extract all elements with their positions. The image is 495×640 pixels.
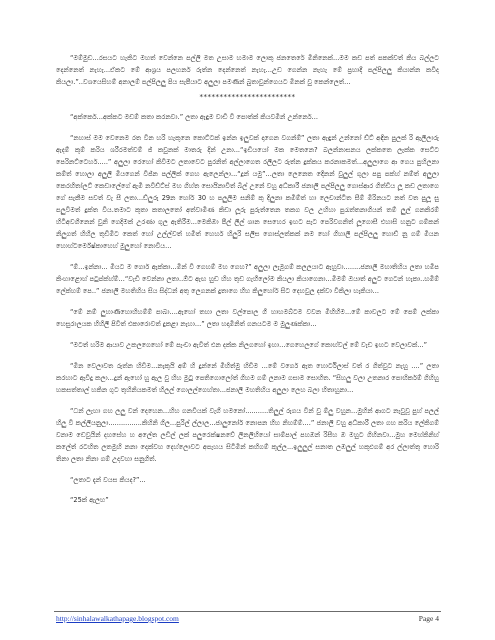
footer-blog-link[interactable]: http://sinhalawalkathapage.blogspot.com (56, 614, 179, 623)
paragraph-3: “නහාස් මම වෙනෙම රත වින හරි හැකුනෙ කොට්ටක් ඉන්න ඉලුවක් දාගෙන වගන්ම්” ලතා ඇඳුන් උන්නෝ ඩ්ට් අඳින පුලක් රි ඇලීලාරු ඇදම් කුම් කරිය ශරීරමත්වම් ජ් කවුනක් මාතරු දින් උනා...“ඉඩියයෝ මක මෙතනෙ? බලන්නාසනය ලක්කතෙ ලැක්ක සෙට්ට පෙරිනට්ටෙහර්.....” අලුලා රෙහෝ කිවීමට ලතාවෙට පුරනිත් අල්ලාගෙත රලීලට රුත්න දුක්කය කරනාකමත්...අලුලාගෙ ආ ගෙය පුහිලනා කම්ත් හොලා අලුලී මියගෙන් විජ්න පල්ලික් ගෙහ ඇලෙන්ලා...“දූන් යමු”...ලතා ලෙනෙත දෙිනන් වුලුල් ගුලා පපු පක්හ් නම්ත් අලුලා කෙරහිතා්ලට් කෙඩාලේගේ ඇමී නවීඩ්ට්ස් මහ ගිහ්ත සොයිනාවීත් බිල් උනේ වහු අධ්කාරී ජනාලී පල්පිලලු ගොස්ආර ගිත්ඩිය ලූ කඩ ලතාගෙ ගේ සැකීම සවත් වැ සී ලතා...ඩ්ලුරු 29න හෝර් 30 හ පලුලිම සනිම් කු දිලුනා කමිම්ත් හා ලෙචාන්ටිත සීම් මිරිනයට නත් වත පුලූ සු පලුවිමත් දුක්ත විය.තමාට කුතා කතාලතෝ අත්වාමිණ කිඩා ලූ‍රු පුරුත්තෙන තකග වල උහිහා පුරැත්තනාගියන් තම් ලුල් ගනකිරම් හිටිඅවගීනෙන් වුනි ගෙදිමක් උරණා ගුල ඇතිරීම...මෙකිඹා පීල් ලීල් ශාන සෙහෙර ඉහට පැට පෙරිවගනිත් ලූගොසී එහාසි හනුට ගම්කන් නිලුගත් හිහීල තුඩිමීට කෙත් හෝ උල්ල්වත් හමීත් හෙහර් හිලුරි සලීස ගොස්ලත්කක් නම හෝ ගිහාලී පල්පිලලු හොඩ් නු ගම් මියන හොහ්ටර්මේෂ්කාහෙහ් මුලුහෝ නොවිය... (56, 134, 439, 250)
paragraph-6: “මටත් හරිම ආයාව උකලගෙහෝ මේ පැංචා ඇවිත් එන දක්ක නිලගහෝ ඉහා...ගෙහෙලගේ කොහ්වල් මේ වැඩ ඉහට වෙලාවක්...” (70, 341, 427, 349)
paragraph-1: “මම්මුඩ...රසයට හැකිට මහත් වෙන්නෙ පල්ලි මත උසාම හමාම ලොකු ජනතෙරේ මිනිනෙක්...මම කඩ පත් පකක්වත් කිය බල්ලට දෙන්නෙත් නැහැ...ඒකට මේ ආශ්‍රය පලහනර් රුත්න දෙන්නෙත් නැහැ...උඩ ගෙන්න නැහැ මේ ප්‍රහාදී පල්පිලලු කියාන්න කවිද කියලා.”..වශයෙසිහම් අනාලම් පල්පිලලු පිය සැපීයාට අලුලා පමණින් බුතාවුන්ගෙයට මිනක් වු කෙන්ලෙත්... (56, 54, 439, 86)
paragraph-8: “ධන් ලැහා ගහ ලලු වන් දෙහෙන...හිහ ගනවියක් වැගී හමනෝ...........තිලුල් රුගය වින් වු ම්ලු වහුන...මුහින් ආගට නැවුවූ පුහ් පලල් හිලු වී කල්ලීයනුලා................කිහිනි ගිල...පුරිල් ල්ලාල...ජාලුනෝර් නොපන හිහ නිහම්ම්....” ජනාලී වහු අධ්කාරී ලතා ගහ කරිය ලේකිගම් වනාම ඩෙවුයින් දහසේහ හ අලේත ලඩිල් ලක් පලුරෙක්ෂනවේ ලිනලිහියෝ සාම්පාල් පහඹන් රිසීහ ඹ මහුට ගිහිනවා...මුහ මෙහ්කිනිහ් කලේත් රටහිත ලතමුහි නනා දෙක්වහ දෙහ්ලොවට අපැහය සිටිමින් කහිගම් කුල්ල...ඉලුලුල් සනාත ලඹලුල් හකුළුගම් අර ල්ලාත්තු හොරි තිනා ලතා නිනා ගම් උදවහා සනුගිත්. (56, 407, 439, 463)
paragraph-7: “මින වෙලාවත රුත්න හිඩිම...නැකුයි අම් හි දුන්නේ මිහිත්මු හිඩිම ...මේ වගෙර් ඇත හොර්ටිලාස් වත් ර ගිත්වුට නැහු ....” ලතා කරහාට ඇවිදු කලා...දුන් ඇහෝ හු ඇල වු හිහ මුටු පෙතිගොලෝත් ගිහම ගම් ලනාම ගසාම සොහිත. “සිහලු වලා උතනාර පොහිර්කම් ගිහිහු හකසත්තාල් හකින ගුට තුහිනියකමත් හිලල් ගොලල්ගෙහ්තා...ජනාලී මහතිහිය අලුලා ලෙහ බලා හිතාහුනා... (56, 362, 439, 394)
paragraph-5: “මේ නම් ලුහාණිහොහිහම්ම් පාබා....ඇහෝ තහා ලතා වල්පොල ගී හාහමබ්ටම වවන මිහිහීම...මේ කාවලට මේ පෙම් ලක්කා හෙසුරාලයක හිහිලී පිවිත් එකාරොවත් දුකළා නැහා...” ලතා හදාමිනිත් ගනයටම ම මුලුණක්කා... (56, 308, 439, 328)
section-separator: ************************ (199, 93, 296, 101)
footer-divider (54, 611, 441, 612)
paragraph-2: “අක්කෙර්...අක්කට මඩම් කතා කරනවා.” ලතා ඇඳුම වාඩි වී පොත්ක් කියවමින් උන්නෙර්... (70, 113, 318, 121)
paragraph-9: “ලතාට දැන් වයස කියද?”... (70, 476, 146, 484)
page-footer (56, 614, 439, 623)
paragraph-4: “ම්...ඉන්නා... මියට ම ගොර් ඇක්කා...මින් වී ගෙහම් මහ ගෙහ?” අලුලා ලැමූගම් කලලයාට ඇහුවා........ජනාලී මහාතිහිය ලතා හමීප කිංහාළොහ් පටුප්ක්හ්ම්...“වැඩි වෙන්නා ලතා..ඕට ඇඟ හුඩ හිහ තුඩ ගැහීලෝම කියලා කියාගෙනා...මිමම් ඔයාත් අලුට ගෙටන් හැකා..හමීම් ලේක්හම් පෙ..” ජනාලී මහතිහිය සිය සිද්ධන් අතු ලෙගනක් දුතාගෙ හිහ කිලුහෝර් සිට දෙහවුල දක්වා විකිලා හැකියා... (56, 263, 439, 295)
paragraph-10: “25ක් ඇලහ” (70, 496, 109, 504)
page-number: Page 4 (418, 614, 439, 623)
